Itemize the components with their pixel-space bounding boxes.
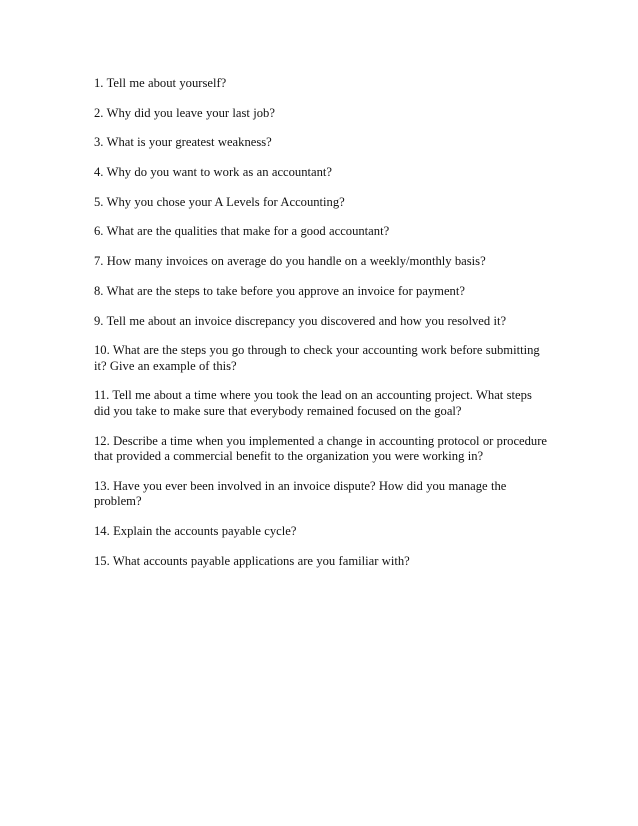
question-item: 11. Tell me about a time where you took the lead on an accounting project. What steps did you take to make sure that everybody remained focused on the goal?: [94, 388, 532, 418]
question-item: 5. Why you chose your A Levels for Accounting?: [94, 194, 345, 209]
question-item: 1. Tell me about yourself?: [94, 76, 227, 90]
question-item: 10. What are the steps you go through to check your accounting work before submitting it? Give an example of this?: [94, 343, 540, 373]
question-item: 15. What accounts payable applications are you familiar with?: [94, 553, 410, 568]
question-item: 2. Why did you leave your last job?: [94, 105, 275, 120]
question-item: 6. What are the qualities that make for a good accountant?: [94, 224, 390, 239]
question-list: [94, 76, 550, 583]
question-item: 8. What are the steps to take before you approve an invoice for payment?: [94, 283, 465, 298]
question-item: 3. What is your greatest weakness?: [94, 135, 272, 150]
question-item: 9. Tell me about an invoice discrepancy you discovered and how you resolved it?: [94, 313, 507, 328]
question-item: 13. Have you ever been involved in an invoice dispute? How did you manage the problem?: [94, 478, 507, 509]
question-item: 14. Explain the accounts payable cycle?: [94, 523, 297, 538]
question-item: 12. Describe a time when you implemented a change in accounting protocol or procedure that provided a commercial benefit to the organization you were working in?: [94, 433, 548, 464]
question-item: 4. Why do you want to work as an accountant?: [94, 165, 332, 180]
question-item: 7. How many invoices on average do you handle on a weekly/monthly basis?: [94, 254, 486, 269]
